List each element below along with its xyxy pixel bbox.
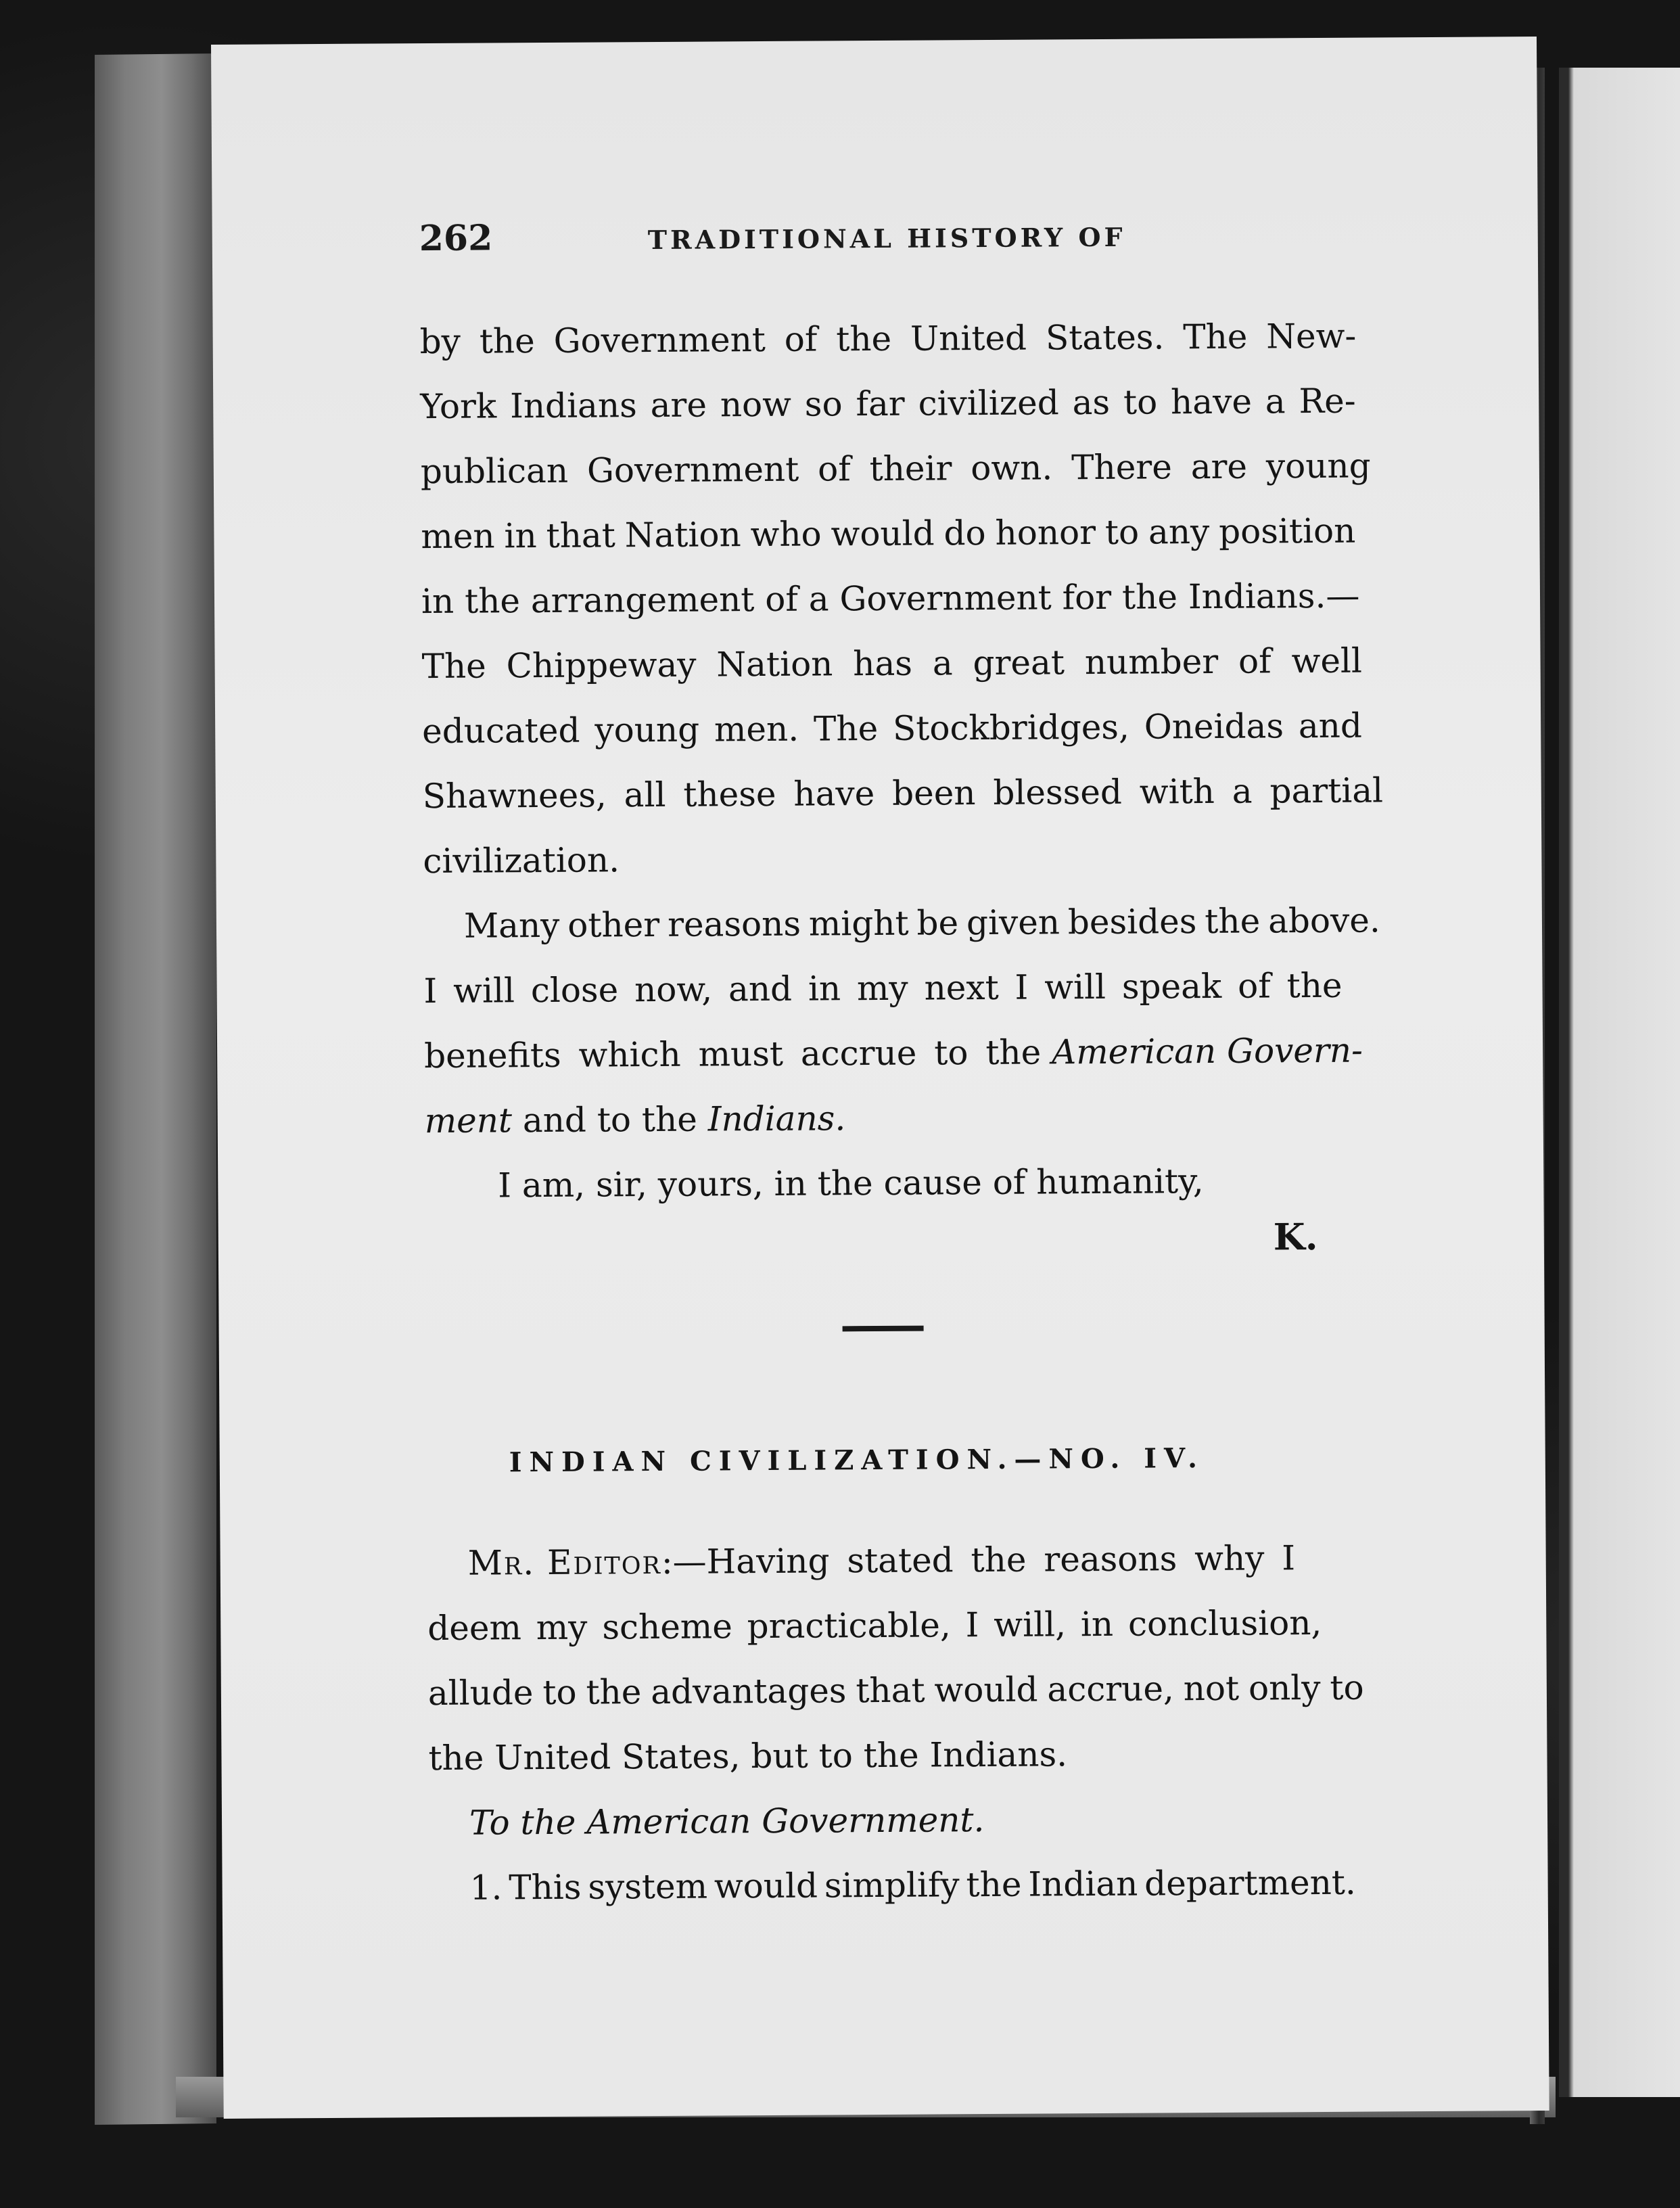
closing-line: I am, sir, yours, in the cause of humanity,: [498, 1162, 1204, 1205]
section-title: INDIAN CIVILIZATION.—NO. IV.: [509, 1442, 1205, 1479]
salutation: Mr. Editor: [467, 1542, 662, 1583]
text-line: ment and to the Indians.: [424, 1099, 846, 1141]
page-number: 262: [419, 217, 493, 260]
text-line: educated young men. The Stockbridges, Oneidas and: [422, 706, 1363, 752]
page-header: [419, 211, 1542, 265]
signature: K.: [1273, 1215, 1318, 1259]
book-page: [211, 37, 1549, 2119]
running-head: TRADITIONAL HISTORY OF: [647, 221, 1126, 256]
text-line: benefits which must accrue to the American Govern-: [423, 1030, 1363, 1076]
book-page-stack: [95, 53, 216, 2125]
text-line: The Chippeway Nation has a great number of well: [421, 641, 1363, 687]
text-line: by the Government of the United States. The New-: [419, 316, 1357, 362]
text-line: deem my scheme practicable, I will, in conclusion,: [427, 1603, 1322, 1649]
text-line: the United States, but to the Indians.: [428, 1734, 1068, 1778]
text-line: civilization.: [423, 840, 620, 881]
text-line: publican Government of their own. There are young: [420, 446, 1371, 492]
text-line: men in that Nation who would do honor to any position: [421, 511, 1356, 557]
subheading: To the American Government.: [469, 1800, 985, 1843]
text-line: York Indians are now so far civilized as to have a Re-: [420, 381, 1356, 427]
section-divider: [843, 1326, 924, 1332]
text-line: Mr. Editor :—Having stated the reasons why I: [467, 1538, 1296, 1583]
text-line: Shawnees, all these have been blessed with a partial: [422, 770, 1384, 816]
list-item: 1. This system would simplify the Indian department.: [469, 1862, 1356, 1908]
text-line: I will close now, and in my next I will speak of the: [423, 965, 1343, 1011]
text-line: in the arrangement of a Government for the Indians.—: [421, 576, 1360, 622]
italic-phrase: American Govern-: [1051, 1030, 1363, 1072]
facing-page-strip: [1559, 68, 1680, 2097]
text-line: Many other reasons might be given besides the above.: [463, 900, 1380, 946]
text-line: allude to the advantages that would accrue, not only to: [427, 1668, 1364, 1714]
